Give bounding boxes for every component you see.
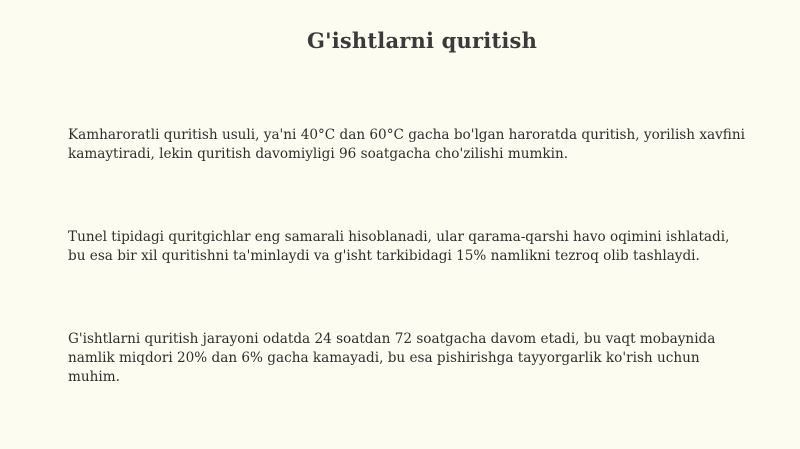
paragraph-low-temperature-drying: Kamharoratli quritish usuli, ya'ni 40°C dan 60°C gacha bo'lgan haroratda quritish, yorilish xavfini kamaytiradi, lekin quritish davomiyligi 96 soatgacha cho'zilishi mumkin. xyxy=(68,127,745,162)
slide-title: G'ishtlarni quritish xyxy=(306,28,538,53)
paragraph-tunnel-dryers: Tunel tipidagi quritgichlar eng samarali hisoblanadi, ular qarama-qarshi havo oqimini ishlatadi, bu esa bir xil quritishni ta'minlaydi va g'isht tarkibidagi 15% namlikni tezroq olib tashlaydi. xyxy=(68,229,730,264)
paragraph-drying-duration: G'ishtlarni quritish jarayoni odatda 24 soatdan 72 soatgacha davom etadi, bu vaqt mobaynida namlik miqdori 20% dan 6% gacha kamayadi, bu esa pishirishga tayyorgarlik ko'rish uchun muhim. xyxy=(68,331,716,385)
